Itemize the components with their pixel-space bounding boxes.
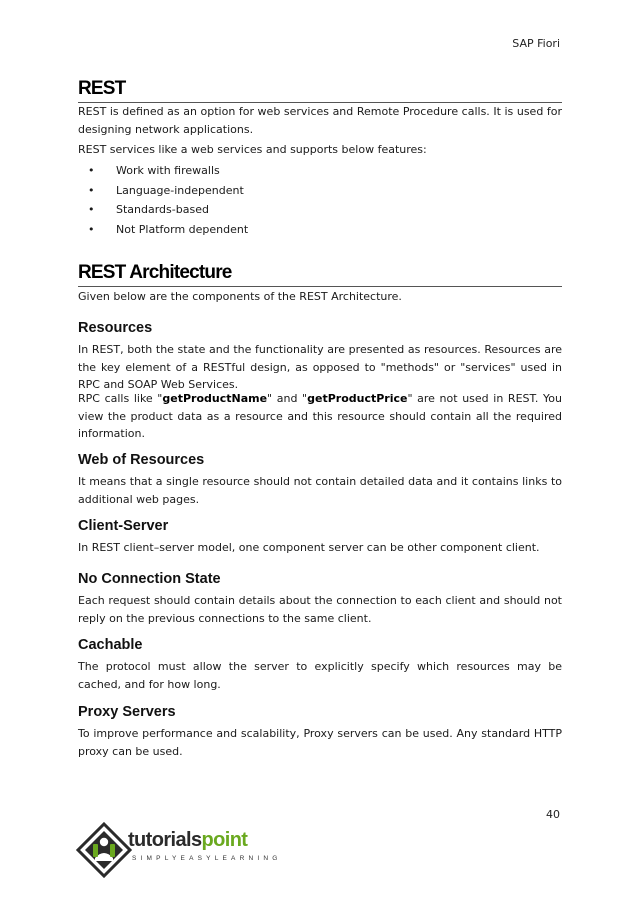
text-run: " and " [267, 392, 308, 405]
method-name-getproductprice: getProductPrice [307, 392, 408, 405]
bullet-icon: • [88, 203, 95, 216]
section-rest [78, 78, 562, 103]
logo-diamond-icon [76, 822, 132, 878]
bullet-icon: • [88, 183, 95, 197]
logo-tagline: SIMPLYEASYLEARNING [132, 855, 282, 862]
running-header: SAP Fiori [512, 37, 560, 50]
feature-label: Language-independent [116, 183, 244, 197]
rest-lead [78, 141, 562, 159]
resources-body-1 [78, 341, 562, 394]
architecture-intro [78, 288, 562, 306]
architecture-intro-paragraph: Given below are the components of the REST Architecture. [78, 290, 402, 303]
logo-wordmark-accent: point [201, 829, 248, 851]
feature-label: Not Platform dependent [116, 222, 249, 236]
resources-body-2 [78, 390, 562, 443]
heading-rest-architecture: REST Architecture [78, 262, 562, 287]
resources-paragraph-2 [78, 390, 562, 443]
section-cachable [78, 636, 562, 654]
section-client-server [78, 517, 562, 535]
cachable-paragraph: The protocol must allow the server to explicitly specify which resources may be cached, and for how long. [78, 660, 562, 691]
section-no-connection-state [78, 570, 562, 588]
section-web-of-resources [78, 451, 562, 469]
logo-wordmark-main: tutorials [128, 829, 202, 851]
cachable-body [78, 658, 562, 693]
text-run: RPC calls like " [78, 392, 163, 405]
section-proxy-servers [78, 703, 562, 721]
client-server-body [78, 539, 562, 557]
rest-intro [78, 103, 562, 138]
rest-intro-paragraph: REST is defined as an option for web services and Remote Procedure calls. It is used for designing network applications. [78, 105, 562, 136]
features-list-wrap [78, 161, 562, 239]
no-connection-state-paragraph: Each request should contain details about the connection to each client and should not reply on the previous connections to the same client. [78, 594, 562, 625]
bullet-icon: • [88, 222, 95, 236]
text-run: " are not used in REST. You view the product data as a resource and this resource should contain all the required information. [78, 392, 562, 441]
tutorialspoint-logo [76, 820, 282, 882]
web-of-resources-body [78, 473, 562, 508]
heading-web-of-resources: Web of Resources [78, 452, 205, 468]
logo-wordmark [128, 829, 247, 852]
method-name-getproductname: getProductName [162, 392, 268, 405]
heading-cachable: Cachable [78, 637, 143, 653]
proxy-servers-body [78, 725, 562, 760]
list-item [78, 181, 562, 201]
section-resources [78, 319, 562, 337]
heading-no-connection-state: No Connection State [78, 571, 221, 587]
no-connection-state-body [78, 592, 562, 627]
bullet-icon: • [88, 164, 95, 177]
heading-client-server: Client-Server [78, 518, 169, 534]
client-server-paragraph: In REST client–server model, one component server can be other component client. [78, 541, 540, 554]
heading-resources: Resources [78, 320, 153, 336]
rest-lead-paragraph: REST services like a web services and supports below features: [78, 143, 427, 156]
proxy-servers-paragraph: To improve performance and scalability, Proxy servers can be used. Any standard HTTP proxy can be used. [78, 727, 562, 758]
list-item [78, 200, 562, 220]
feature-label: Work with firewalls [116, 164, 220, 177]
section-rest-architecture [78, 262, 562, 287]
features-list [78, 161, 562, 239]
page-number: 40 [546, 808, 560, 821]
list-item [78, 161, 562, 181]
web-of-resources-paragraph: It means that a single resource should not contain detailed data and it contains links to additional web pages. [78, 475, 562, 506]
heading-rest: REST [78, 78, 562, 103]
feature-label: Standards-based [116, 203, 209, 216]
resources-paragraph-1: In REST, both the state and the functionality are presented as resources. Resources are the key element of a RESTful design, as opposed to "methods" or "services" used in RPC and SOAP Web Services. [78, 343, 562, 392]
heading-proxy-servers: Proxy Servers [78, 704, 176, 720]
list-item [78, 220, 562, 240]
